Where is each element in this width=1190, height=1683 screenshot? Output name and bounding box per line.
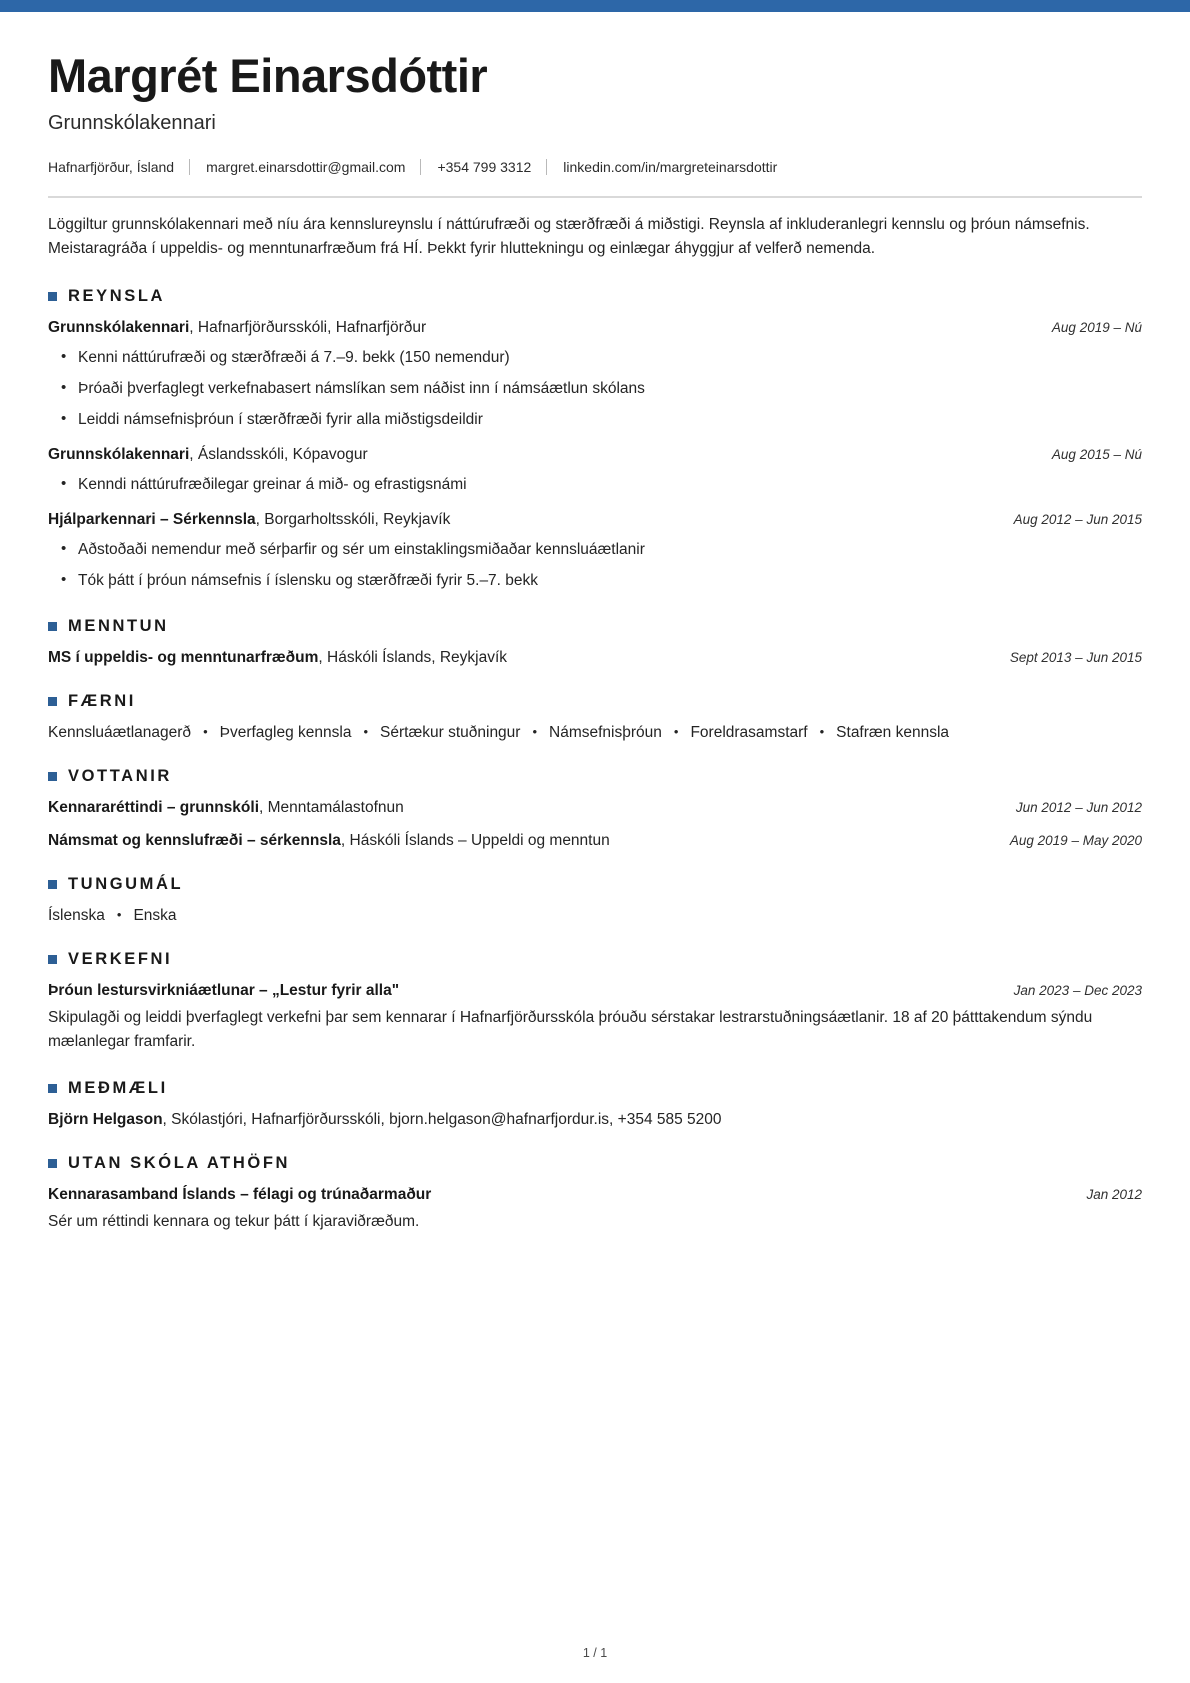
section-title: VERKEFNI — [68, 949, 173, 968]
entry-title — [48, 799, 404, 817]
entry-title — [48, 319, 426, 337]
section-heading-education — [48, 617, 1142, 636]
entry-title — [48, 649, 507, 667]
entry-org: , Háskóli Íslands – Uppeldi og menntun — [341, 832, 610, 849]
languages-list — [48, 907, 1142, 925]
section-skills — [48, 692, 1142, 742]
section-projects — [48, 950, 1142, 1054]
entry-degree: MS í uppeldis- og menntunarfræðum — [48, 648, 319, 666]
language-item: Íslenska — [48, 906, 105, 924]
section-heading-experience — [48, 287, 1142, 306]
entry-date: Sept 2013 – Jun 2015 — [1009, 649, 1142, 665]
entry-title — [48, 1111, 1142, 1129]
entry-head — [48, 649, 1142, 667]
education-entry — [48, 649, 1142, 667]
section-marker-icon — [48, 1084, 57, 1093]
skill-item: Foreldrasamstarf — [690, 723, 808, 741]
entry-date: Jan 2012 — [1086, 1186, 1142, 1202]
person-name: Margrét Einarsdóttir — [48, 49, 488, 102]
dot-separator — [674, 724, 679, 739]
certification-entry — [48, 799, 1142, 817]
entry-bullet-list — [48, 540, 1142, 592]
section-marker-icon — [48, 1159, 57, 1168]
entry-org: , Áslandsskóli, Kópavogur — [189, 446, 367, 463]
certification-entry — [48, 832, 1142, 850]
section-heading-extracurricular — [48, 1154, 1142, 1173]
bullet-item: • Aðstoðaði nemendur með sérþarfir og sér um einstaklingsmiðaðar kennsluáætlanir — [48, 540, 1142, 561]
dot-separator — [203, 724, 208, 739]
resume-content — [0, 12, 1190, 1234]
entry-title — [48, 511, 450, 529]
page-number-indicator: 1 / 1 — [582, 1646, 608, 1660]
bullet-item: • Tók þátt í þróun námsefnis í íslensku og stærðfræði fyrir 5.–7. bekk — [48, 571, 1142, 592]
certification-title: Kennararéttindi – grunnskóli — [48, 798, 260, 816]
entry-date: Jan 2023 – Dec 2023 — [1013, 982, 1142, 998]
skill-item: Námsefnisþróun — [549, 723, 662, 741]
section-title: FÆRNI — [68, 691, 136, 710]
section-extracurricular — [48, 1154, 1142, 1234]
skill-item: Þverfagleg kennsla — [219, 723, 352, 741]
person-job-title: Grunnskólakennari — [48, 111, 216, 134]
dot-separator — [532, 724, 537, 739]
extracurricular-title: Kennarasamband Íslands – félagi og trúnaðarmaður — [48, 1185, 432, 1203]
reference-details: , Skólastjóri, Hafnarfjörðursskóli, bjorn.helgason@hafnarfjordur.is, +354 585 5200 — [163, 1111, 722, 1128]
entry-head — [48, 982, 1142, 1000]
entry-title — [48, 1186, 431, 1204]
section-heading-references — [48, 1079, 1142, 1098]
section-marker-icon — [48, 772, 57, 781]
section-heading-certifications — [48, 767, 1142, 786]
section-references — [48, 1079, 1142, 1129]
section-heading-skills — [48, 692, 1142, 711]
section-heading-languages — [48, 875, 1142, 894]
project-title: Þróun lestursvirkniáætlunar – „Lestur fyrir alla" — [48, 981, 400, 999]
entry-date: Aug 2019 – Nú — [1051, 320, 1142, 336]
contact-email: margret.einarsdottir@gmail.com — [190, 159, 421, 175]
entry-date: Aug 2012 – Jun 2015 — [1013, 511, 1142, 527]
entry-role: Grunnskólakennari — [48, 445, 190, 463]
section-marker-icon — [48, 622, 57, 631]
entry-org: , Háskóli Íslands, Reykjavík — [318, 649, 507, 666]
section-education — [48, 617, 1142, 667]
language-item: Enska — [133, 906, 177, 924]
experience-entry — [48, 511, 1142, 592]
entry-date: Aug 2015 – Nú — [1051, 446, 1142, 462]
entry-bullet-list — [48, 475, 1142, 496]
contact-phone: +354 799 3312 — [421, 159, 547, 175]
section-title: MEÐMÆLI — [68, 1078, 168, 1097]
section-marker-icon — [48, 955, 57, 964]
section-heading-projects — [48, 950, 1142, 969]
entry-head — [48, 832, 1142, 850]
entry-role: Hjálparkennari – Sérkennsla — [48, 510, 256, 528]
entry-head — [48, 799, 1142, 817]
experience-entry — [48, 446, 1142, 496]
entry-title — [48, 446, 368, 464]
entry-date: Aug 2019 – May 2020 — [1009, 832, 1142, 848]
section-marker-icon — [48, 697, 57, 706]
entry-head — [48, 511, 1142, 529]
dot-separator — [117, 907, 122, 922]
entry-role: Grunnskólakennari — [48, 319, 190, 337]
section-certifications — [48, 767, 1142, 850]
accent-top-bar — [0, 0, 1190, 12]
bullet-item: • Þróaði þverfaglegt verkefnabasert námslíkan sem náðist inn í námsáætlun skólans — [48, 379, 1142, 400]
entry-org: , Hafnarfjörðursskóli, Hafnarfjörður — [189, 319, 426, 336]
entry-org: , Borgarholtsskóli, Reykjavík — [256, 511, 451, 528]
section-marker-icon — [48, 292, 57, 301]
section-marker-icon — [48, 880, 57, 889]
entry-head — [48, 1186, 1142, 1204]
skill-item: Stafræn kennsla — [836, 723, 950, 741]
section-experience — [48, 287, 1142, 592]
section-title: VOTTANIR — [68, 766, 172, 785]
bullet-item: • Leiddi námsefnisþróun í stærðfræði fyrir alla miðstigsdeildir — [48, 410, 1142, 431]
experience-entry — [48, 319, 1142, 431]
entry-org: , Menntamálastofnun — [259, 799, 404, 816]
summary-text: Löggiltur grunnskólakennari með níu ára kennslureynslu í náttúrufræði og stærðfræði á miðstigi. Reynsla af inkluderanlegri kennslu og þróun námsefnis. Meistaragráða í uppeldis- og menntunarfræðum frá HÍ. Þekkt fyrir hluttekningu og einlægar áhyggjur af velferð nemenda. — [48, 215, 1090, 258]
certification-title: Námsmat og kennslufræði – sérkennsla — [48, 831, 341, 849]
dot-separator — [363, 724, 368, 739]
header-divider — [48, 196, 1142, 198]
project-description: Skipulagði og leiddi þverfaglegt verkefni þar sem kennarar í Hafnarfjörðursskóla þróuðu sérstakar lestrarstuðningsáætlanir. 18 af 20 þátttakendum sýndu mælanlegar framfarir. — [48, 1008, 1093, 1050]
section-title: REYNSLA — [68, 287, 166, 306]
bullet-item: • Kenni náttúrufræði og stærðfræði á 7.–9. bekk (150 nemendur) — [48, 348, 1142, 369]
bullet-item: • Kenndi náttúrufræðilegar greinar á mið- og efrastigsnámi — [48, 475, 1142, 496]
contact-location: Hafnarfjörður, Ísland — [48, 159, 190, 175]
dot-separator — [820, 724, 825, 739]
reference-name: Björn Helgason — [48, 1110, 163, 1128]
resume-header — [48, 50, 1142, 198]
skills-list — [48, 724, 1142, 742]
section-title: TUNGUMÁL — [68, 874, 184, 893]
extracurricular-description: Sér um réttindi kennara og tekur þátt í kjaraviðræðum. — [48, 1212, 420, 1230]
entry-title — [48, 832, 610, 850]
reference-entry — [48, 1111, 1142, 1129]
entry-title — [48, 982, 399, 1000]
section-title: MENNTUN — [68, 616, 169, 635]
extracurricular-entry — [48, 1186, 1142, 1234]
contact-linkedin: linkedin.com/in/margreteinarsdottir — [563, 158, 778, 175]
project-entry — [48, 982, 1142, 1054]
section-languages — [48, 875, 1142, 925]
skill-item: Sértækur stuðningur — [380, 723, 521, 741]
contact-row — [48, 159, 1142, 175]
section-title: UTAN SKÓLA ATHÖFN — [68, 1153, 291, 1172]
entry-bullet-list — [48, 348, 1142, 431]
entry-head — [48, 446, 1142, 464]
entry-head — [48, 319, 1142, 337]
entry-date: Jun 2012 – Jun 2012 — [1015, 799, 1142, 815]
skill-item: Kennsluáætlanagerð — [48, 723, 192, 741]
